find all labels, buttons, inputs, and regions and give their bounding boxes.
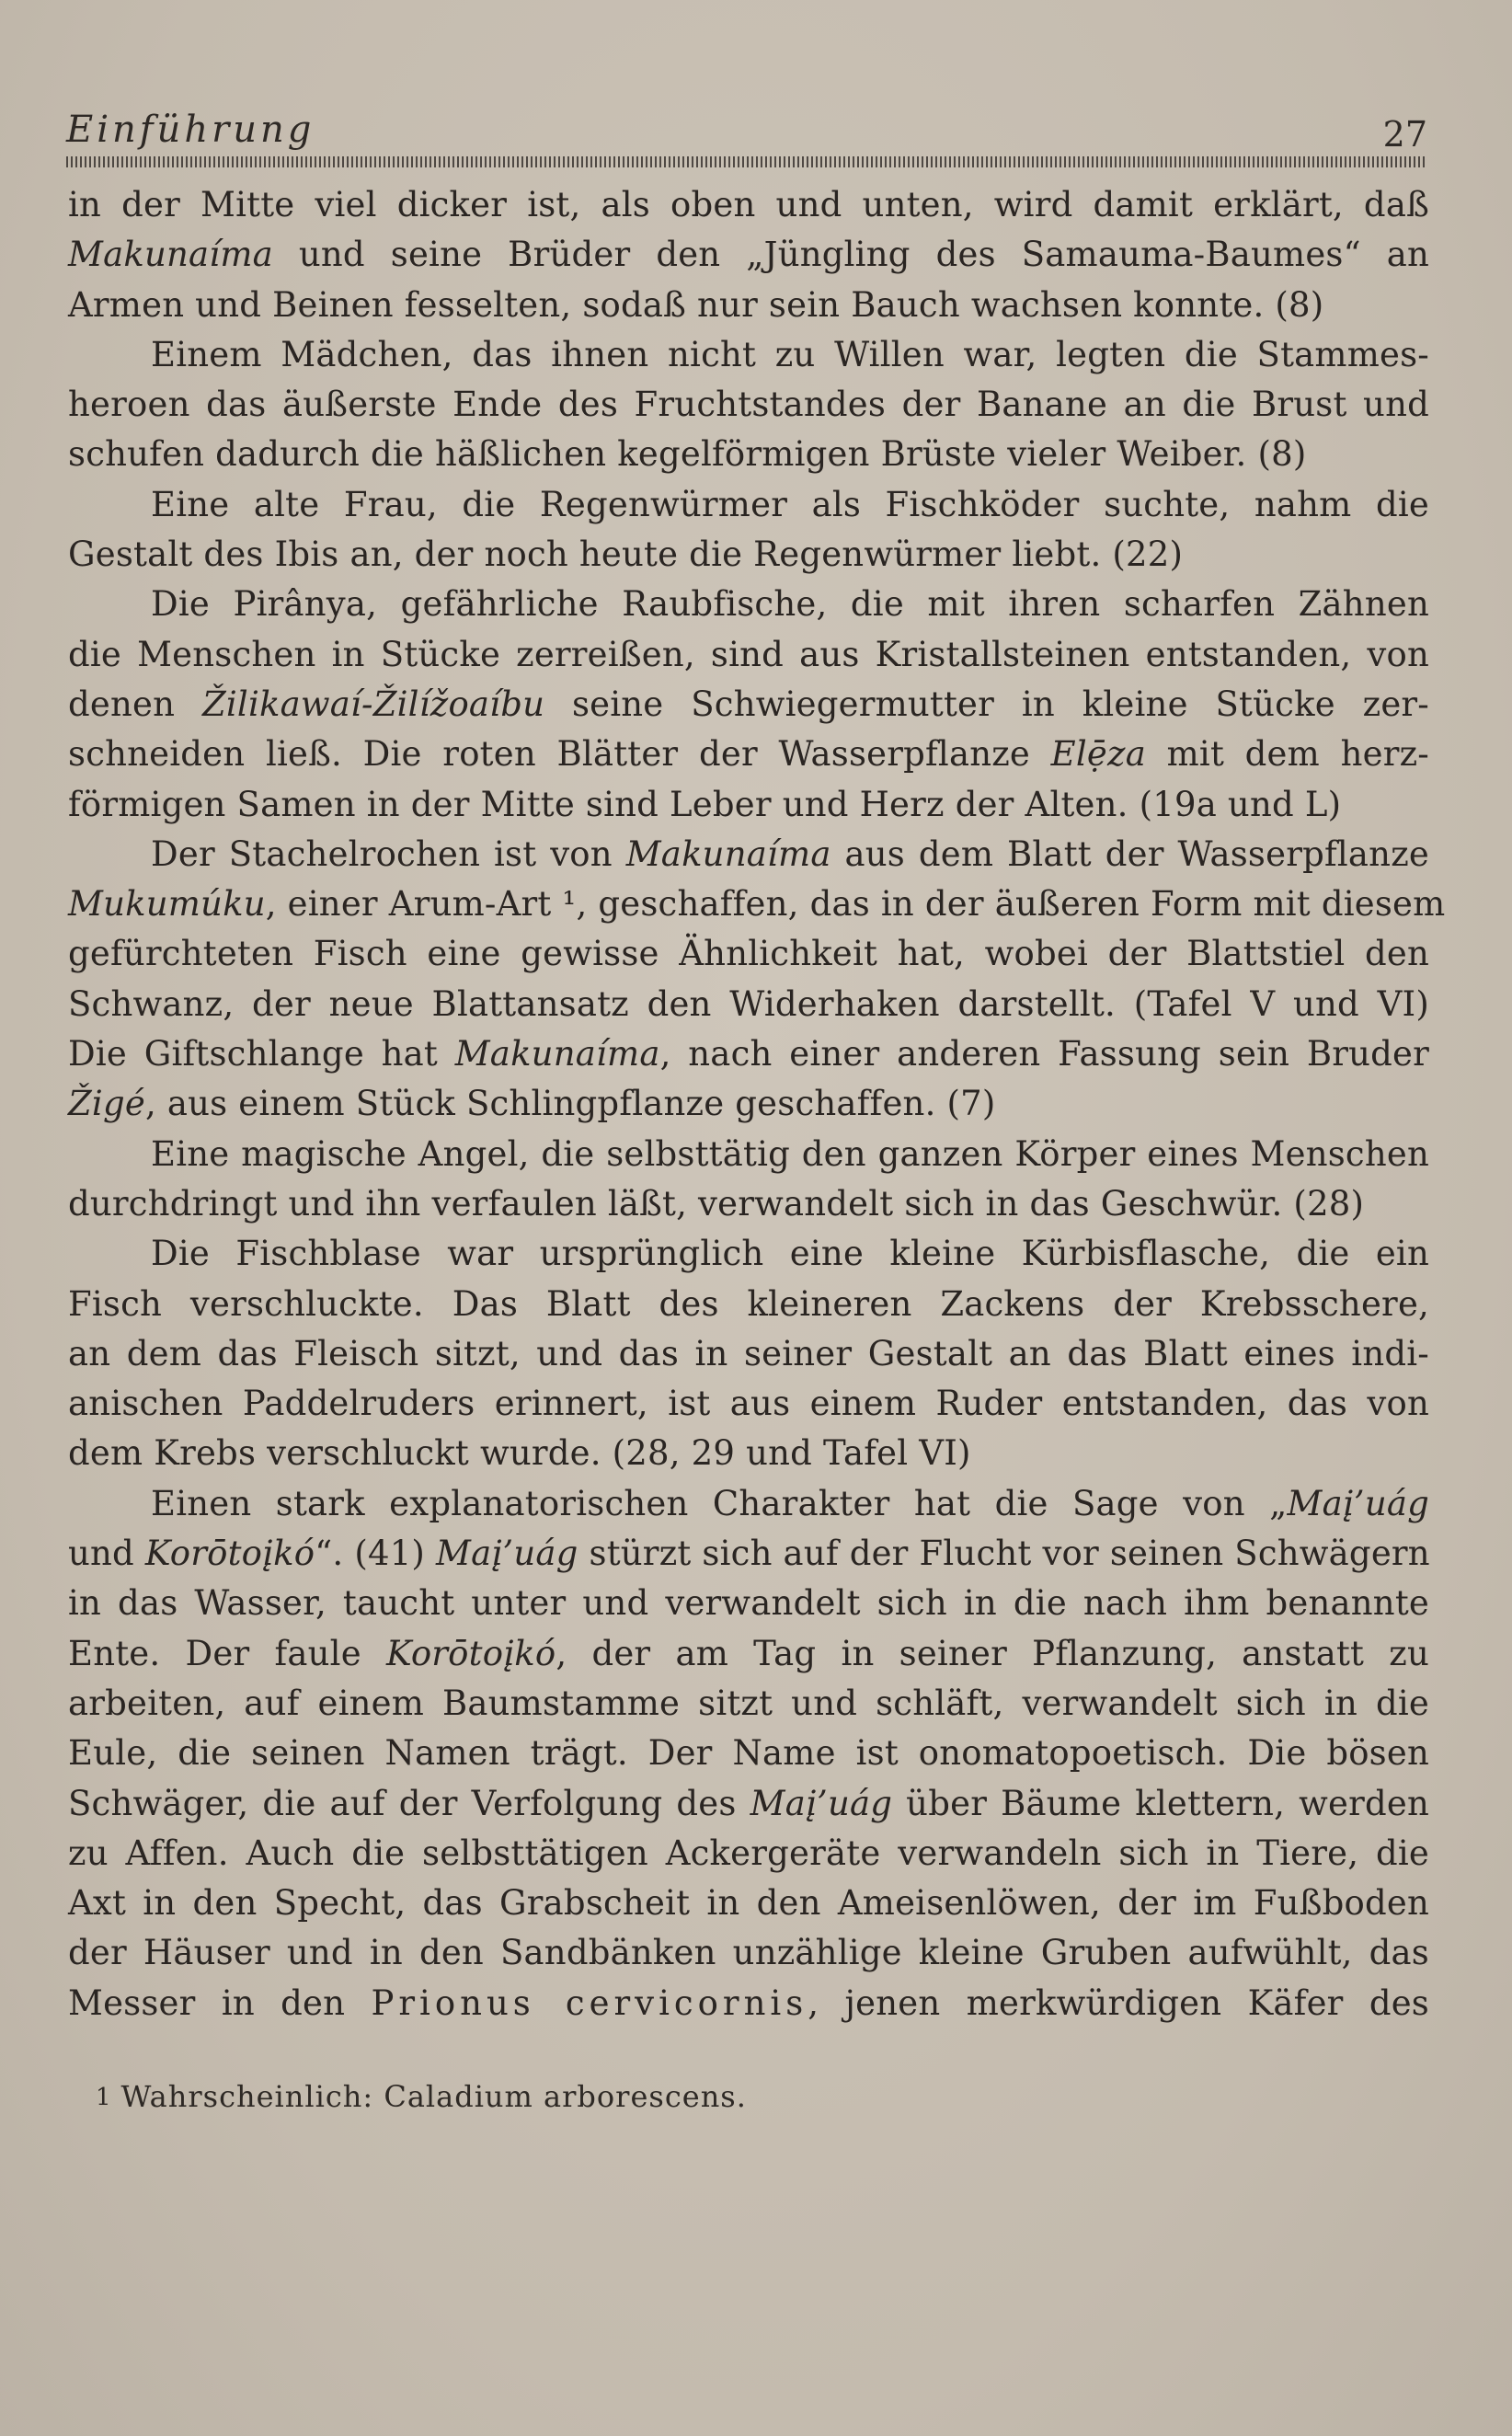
text-run: Eine alte Frau, die Regenwürmer als Fischköder suchte, nahm die [151, 484, 1429, 524]
text-run: in das Wasser, taucht unter und verwandelt sich in die nach ihm benannte [68, 1583, 1429, 1624]
text-run: Messer in den [68, 1982, 372, 2023]
text-line [68, 879, 1446, 929]
italic-term: Makunaíma [454, 1034, 660, 1074]
text-line [68, 281, 1429, 330]
footnote-mark: 1 [96, 2084, 112, 2111]
text-line [68, 630, 1429, 680]
text-line [68, 1029, 1429, 1079]
text-line [68, 1130, 1429, 1179]
text-line [68, 230, 1429, 280]
text-run: anischen Paddelruders erinnert, ist aus einem Ruder entstanden, das von [68, 1384, 1429, 1424]
text-run: und [68, 1534, 145, 1574]
text-run: Axt in den Specht, das Grabscheit in den Ameisenlöwen, der im Fußboden [68, 1883, 1429, 1924]
text-run: förmigen Samen in der Mitte sind Leber und Herz der Alten. (19a und L) [68, 784, 1342, 824]
text-run: über Bäume klettern, werden [892, 1783, 1429, 1823]
text-line [68, 1928, 1429, 1978]
text-run: , nach einer anderen Fassung sein Bruder [659, 1034, 1430, 1074]
text-run: Einen stark explanatorischen Charakter hat die Sage von „ [151, 1483, 1288, 1523]
text-line [68, 1379, 1429, 1429]
running-head: Einführung [66, 109, 315, 151]
text-run: Die Giftschlange hat [68, 1034, 455, 1074]
text-run: die Menschen in Stücke zerreißen, sind aus Kristallsteinen entstanden, von [68, 634, 1429, 674]
text-run: “. (41) [315, 1534, 437, 1574]
body-text [68, 180, 1446, 2028]
text-line [68, 929, 1429, 979]
text-run: zu Affen. Auch die selbsttätigen Ackergeräte verwandeln sich in Tiere, die [68, 1833, 1429, 1873]
italic-term: Maį’uág [750, 1783, 893, 1823]
italic-term: Makunaíma [68, 235, 273, 275]
text-run: Eule, die seinen Namen trägt. Der Name ist onomatopoetisch. Die bösen [68, 1733, 1429, 1774]
text-line [68, 1079, 1429, 1129]
text-run: Die Fischblase war ursprünglich eine kleine Kürbisflasche, die ein [151, 1234, 1429, 1274]
footnote [96, 2079, 747, 2114]
text-line [68, 1179, 1429, 1229]
text-line [68, 1829, 1429, 1879]
text-run: gefürchteten Fisch eine gewisse Ähnlichkeit hat, wobei der Blattstiel den [68, 934, 1429, 974]
text-run: , der am Tag in seiner Pflanzung, anstatt zu [556, 1633, 1429, 1673]
text-line [68, 830, 1429, 879]
text-line [68, 1679, 1429, 1729]
text-line [68, 780, 1429, 830]
text-run: seine Schwiegermutter in kleine Stücke zer- [544, 684, 1429, 724]
italic-term: Korōtoįkó [144, 1534, 315, 1574]
text-line [68, 430, 1429, 479]
text-run: aus dem Blatt der Wasserpflanze [830, 833, 1429, 874]
text-run: und seine Brüder den „Jüngling des Samauma-Baumes“ an [272, 235, 1429, 275]
text-run: an dem das Fleisch sitzt, und das in seiner Gestalt an das Blatt eines indi- [68, 1333, 1429, 1373]
italic-term: Makunaíma [625, 833, 831, 874]
text-run: in der Mitte viel dicker ist, als oben und unten, wird damit erklärt, daß [68, 185, 1429, 224]
text-line [68, 380, 1429, 430]
spaced-term: Prionus cervicornis [371, 1982, 808, 2023]
page-header [66, 109, 1427, 158]
text-line [68, 530, 1429, 580]
text-run: Der Stachelrochen ist von [151, 833, 626, 874]
text-line [68, 730, 1429, 779]
text-run: heroen das äußerste Ende des Fruchtstandes der Banane an die Brust und [68, 385, 1429, 425]
text-line [68, 680, 1429, 730]
text-line [68, 1979, 1429, 2028]
header-rule [66, 156, 1427, 167]
text-line [68, 1579, 1429, 1628]
text-run: der Häuser und in den Sandbänken unzählige kleine Gruben aufwühlt, das [68, 1933, 1429, 1973]
text-run: Ente. Der faule [68, 1633, 386, 1673]
italic-term: Žilikawaí-Žilížoaíbu [201, 684, 545, 724]
text-run: , jenen merkwürdigen Käfer des [808, 1982, 1429, 2023]
text-line [68, 1329, 1429, 1379]
text-line [68, 480, 1429, 530]
page-number: 27 [1382, 114, 1427, 155]
text-line [68, 330, 1429, 380]
text-run: schneiden ließ. Die roten Blätter der Wasserpflanze [68, 734, 1051, 775]
text-run: Die Pirânya, gefährliche Raubfische, die mit ihren scharfen Zähnen [151, 584, 1429, 625]
text-line [68, 1729, 1429, 1778]
italic-term: Maį’uág [1287, 1483, 1429, 1523]
text-run: dem Krebs verschluckt wurde. (28, 29 und Tafel VI) [68, 1433, 971, 1474]
text-line [68, 1479, 1429, 1529]
text-run: Eine magische Angel, die selbsttätig den ganzen Körper eines Menschen [151, 1133, 1429, 1174]
text-run: Schwanz, der neue Blattansatz den Widerhaken darstellt. (Tafel V und VI) [68, 983, 1429, 1024]
text-run: arbeiten, auf einem Baumstamme sitzt und schläft, verwandelt sich in die [68, 1683, 1429, 1723]
text-run: mit dem herz- [1145, 734, 1429, 775]
text-run: schufen dadurch die häßlichen kegelförmigen Brüste vieler Weiber. (8) [68, 434, 1307, 475]
text-line [68, 1879, 1429, 1928]
text-run: Schwäger, die auf der Verfolgung des [68, 1783, 750, 1823]
text-line [68, 180, 1429, 230]
italic-term: Elẹ̄za [1050, 734, 1146, 775]
italic-term: Mukumúku [68, 884, 266, 925]
text-line [68, 1779, 1429, 1829]
text-run: denen [68, 684, 202, 724]
text-run: , aus einem Stück Schlingpflanze geschaffen. (7) [144, 1084, 996, 1124]
text-line [68, 1280, 1429, 1329]
italic-term: Korōtoįkó [385, 1633, 556, 1673]
italic-term: Žigé [68, 1084, 145, 1124]
text-line [68, 1529, 1429, 1579]
text-run: Gestalt des Ibis an, der noch heute die Regenwürmer liebt. (22) [68, 534, 1184, 575]
text-run: Fisch verschluckte. Das Blatt des kleineren Zackens der Krebsschere, [68, 1283, 1429, 1324]
text-line [68, 1229, 1429, 1279]
text-run: Armen und Beinen fesselten, sodaß nur sein Bauch wachsen konnte. (8) [68, 284, 1324, 325]
text-line [68, 980, 1429, 1029]
text-line [68, 1629, 1429, 1679]
footnote-text: Wahrscheinlich: Caladium arborescens. [120, 2079, 747, 2114]
italic-term: Maį’uág [436, 1534, 578, 1574]
text-run: durchdringt und ihn verfaulen läßt, verwandelt sich in das Geschwür. (28) [68, 1183, 1365, 1224]
text-run: , einer Arum-Art ¹, geschaffen, das in der äußeren Form mit diesem [265, 884, 1446, 925]
text-line [68, 580, 1429, 629]
text-run: Einem Mädchen, das ihnen nicht zu Willen war, legten die Stammes- [151, 334, 1429, 374]
text-run: stürzt sich auf der Flucht vor seinen Schwägern [578, 1534, 1430, 1574]
text-line [68, 1429, 1429, 1478]
